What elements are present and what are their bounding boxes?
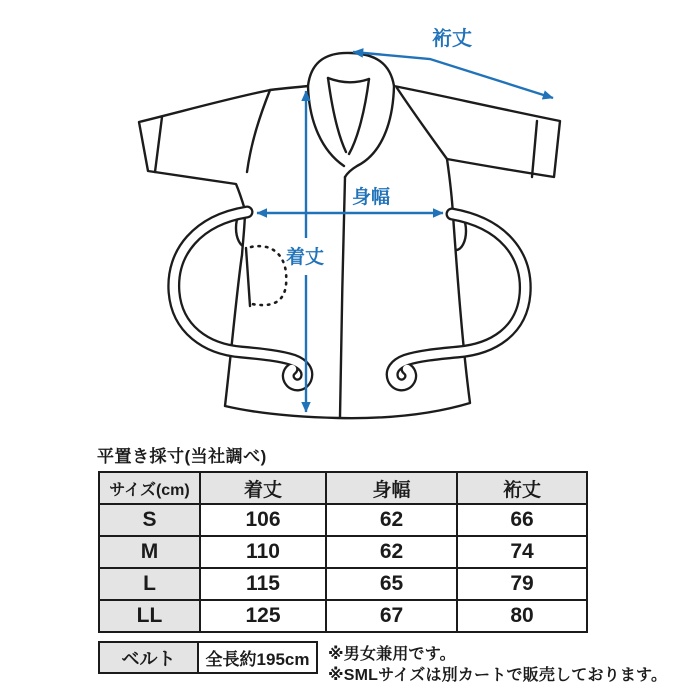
- note-line-cart: ※SMLサイズは別カートで販売しております。: [328, 667, 668, 684]
- m-body-width: 62: [326, 536, 457, 568]
- header-size: サイズ(cm): [99, 472, 200, 504]
- s-body-width: 62: [326, 504, 457, 536]
- ll-sleeve-length: 80: [457, 600, 587, 632]
- size-m: M: [99, 536, 200, 568]
- s-garment-length: 106: [200, 504, 326, 536]
- belt-label: ベルト: [99, 642, 198, 673]
- belt-table: [98, 641, 318, 674]
- m-garment-length: 110: [200, 536, 326, 568]
- size-ll: LL: [99, 600, 200, 632]
- l-body-width: 65: [326, 568, 457, 600]
- m-sleeve-length: 74: [457, 536, 587, 568]
- table-row: [99, 536, 587, 568]
- ll-garment-length: 125: [200, 600, 326, 632]
- ll-body-width: 67: [326, 600, 457, 632]
- note-line-unisex: ※男女兼用です。: [328, 646, 456, 663]
- table-title: 平置き採寸(当社調べ): [97, 447, 267, 466]
- table-row: [99, 504, 587, 536]
- table-row: [99, 568, 587, 600]
- belt-value: 全長約195cm: [198, 642, 317, 673]
- belt-row: [99, 642, 317, 673]
- size-table: [98, 471, 588, 633]
- body-width-label: 身幅: [351, 187, 391, 208]
- header-body-width: 身幅: [326, 472, 457, 504]
- table-row: [99, 600, 587, 632]
- s-sleeve-length: 66: [457, 504, 587, 536]
- garment-length-label: 着丈: [285, 247, 325, 268]
- size-s: S: [99, 504, 200, 536]
- header-garment-length: 着丈: [200, 472, 326, 504]
- size-table-header-row: [99, 472, 587, 504]
- header-sleeve-length: 裄丈: [457, 472, 587, 504]
- notes: [328, 644, 667, 686]
- l-garment-length: 115: [200, 568, 326, 600]
- size-l: L: [99, 568, 200, 600]
- l-sleeve-length: 79: [457, 568, 587, 600]
- sleeve-length-label: 裄丈: [432, 28, 472, 50]
